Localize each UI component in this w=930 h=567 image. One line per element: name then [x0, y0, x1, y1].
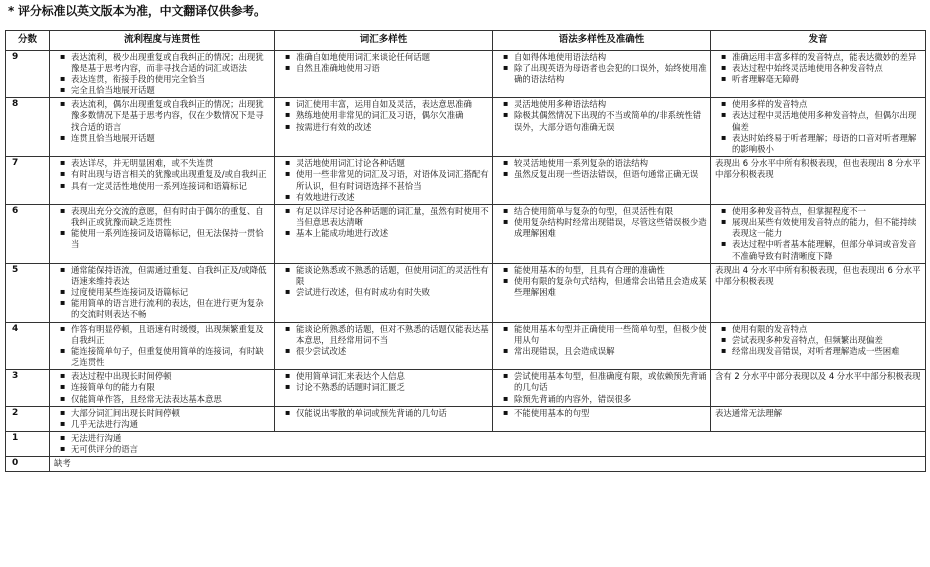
- fluency-cell-list: [53, 265, 271, 321]
- table-row: [6, 50, 926, 98]
- list-item: ▪ 连贯且恰当地展开话题: [71, 133, 271, 144]
- grammar-cell: [493, 263, 711, 322]
- list-item: ▪ 表达时始终易于听者理解；母语的口音对听者理解的影响极小: [732, 133, 922, 155]
- list-item: ▪ 能使用基本句型并正确使用一些简单句型，但极少使用从句: [514, 324, 707, 346]
- list-item: ▪ 展现出某些有效使用发音特点的能力，但不能持续表现这一能力: [732, 217, 922, 239]
- grammar-cell-list: [496, 265, 707, 299]
- band-score: 4: [6, 322, 50, 370]
- list-item: ▪ 使用多样的发音特点: [732, 99, 922, 110]
- list-item: ▪ 使用有限的复杂句式结构，但通常会出错且会造成某些理解困难: [514, 276, 707, 298]
- list-item: ▪ 表达流利，极少出现重复或自我纠正的情况；出现犹豫是基于思考内容，而非寻找合适的词汇或语法: [71, 52, 271, 74]
- band-score: 9: [6, 50, 50, 98]
- grammar-cell: [493, 322, 711, 370]
- list-item: ▪ 除预先背诵的内容外，错误很多: [514, 394, 707, 405]
- fluency-cell-list: [53, 52, 271, 97]
- lexical-cell: [275, 50, 493, 98]
- fluency-cell: [50, 432, 926, 457]
- pronunciation-cell-list: [714, 324, 922, 358]
- grammar-cell-list: [496, 324, 707, 358]
- list-item: ▪ 作答有明显停顿，且语速有时缓慢，出现频繁重复及自我纠正: [71, 324, 271, 346]
- list-item: ▪ 使用简单词汇来表达个人信息: [296, 371, 489, 382]
- grammar-cell: [493, 204, 711, 263]
- list-item: ▪ 按需进行有效的改述: [296, 122, 489, 133]
- list-item: ▪ 自如得体地使用语法结构: [514, 52, 707, 63]
- grammar-cell: [493, 50, 711, 98]
- list-item: ▪ 除极其偶然情况下出现的不当或简单的/非系统性错误外，大部分语句准确无误: [514, 110, 707, 132]
- list-item: ▪ 自然且准确地使用习语: [296, 63, 489, 74]
- table-row: [6, 204, 926, 263]
- list-item: ▪ 表达过程中听者基本能理解，但部分单词或音发音不准确导致有时清晰度下降: [732, 239, 922, 261]
- table-row: [6, 432, 926, 457]
- lexical-cell: [275, 263, 493, 322]
- band-score: 6: [6, 204, 50, 263]
- header-lexical: 词汇多样性: [275, 31, 493, 51]
- list-item: ▪ 尝试进行改述，但有时成功有时失败: [296, 287, 489, 298]
- lexical-cell: [275, 322, 493, 370]
- table-row: [6, 457, 926, 472]
- grammar-cell-list: [496, 206, 707, 240]
- list-item: ▪ 使用有限的发音特点: [732, 324, 922, 335]
- fluency-cell: [50, 322, 275, 370]
- band-score: 5: [6, 263, 50, 322]
- pronunciation-cell: 表现出 6 分水平中所有积极表现，但也表现出 8 分水平中部分积极表现: [711, 157, 926, 205]
- fluency-cell-list: [53, 408, 271, 430]
- lexical-cell: [275, 157, 493, 205]
- list-item: ▪ 仅能说出零散的单词或预先背诵的几句话: [296, 408, 489, 419]
- pronunciation-cell: [711, 204, 926, 263]
- lexical-cell: [275, 406, 493, 431]
- band-score: 1: [6, 432, 50, 457]
- list-item: ▪ 表达过程中始终灵活地使用各种发音特点: [732, 63, 922, 74]
- list-item: ▪ 表达过程中出现长时间停顿: [71, 371, 271, 382]
- table-body: [6, 50, 926, 472]
- header-pronunciation: 发音: [711, 31, 926, 51]
- grammar-cell: [493, 370, 711, 407]
- fluency-cell: [50, 204, 275, 263]
- fluency-cell: [50, 98, 275, 157]
- grammar-cell: [493, 157, 711, 205]
- table-row: [6, 263, 926, 322]
- list-item: ▪ 使用复杂结构时经常出现错误，尽管这些错误极少造成理解困难: [514, 217, 707, 239]
- grammar-cell-list: [496, 99, 707, 133]
- list-item: ▪ 能谈论熟悉或不熟悉的话题，但使用词汇的灵活性有限: [296, 265, 489, 287]
- band-score: 7: [6, 157, 50, 205]
- lexical-cell-list: [278, 371, 489, 393]
- header-score: 分数: [6, 31, 50, 51]
- fluency-cell: [50, 157, 275, 205]
- fluency-cell: [50, 406, 275, 431]
- lexical-cell-list: [278, 265, 489, 299]
- list-item: ▪ 能使用一系列连接词及语篇标记，但无法保持一贯恰当: [71, 228, 271, 250]
- list-item: ▪ 准确自如地使用词汇来谈论任何话题: [296, 52, 489, 63]
- list-item: ▪ 熟练地使用非常见的词汇及习语，偶尔欠准确: [296, 110, 489, 121]
- band-score: 8: [6, 98, 50, 157]
- grammar-cell-list: [496, 408, 707, 419]
- list-item: ▪ 具有一定灵活性地使用一系列连接词和语篇标记: [71, 181, 271, 192]
- grammar-cell: [493, 98, 711, 157]
- list-item: ▪ 结合使用简单与复杂的句型，但灵活性有限: [514, 206, 707, 217]
- lexical-cell: [275, 204, 493, 263]
- fluency-cell-list: [53, 206, 271, 251]
- lexical-cell-list: [278, 158, 489, 203]
- list-item: ▪ 表达过程中灵活地使用多种发音特点，但偶尔出现偏差: [732, 110, 922, 132]
- lexical-cell-list: [278, 206, 489, 240]
- list-item: ▪ 无法进行沟通: [71, 433, 922, 444]
- grammar-cell-list: [496, 371, 707, 405]
- list-item: ▪ 能连接简单句子，但重复使用简单的连接词，有时缺乏连贯性: [71, 346, 271, 368]
- fluency-cell-list: [53, 99, 271, 144]
- list-item: ▪ 能用简单的语言进行流利的表达，但在进行更为复杂的交流时则表达不畅: [71, 298, 271, 320]
- grammar-cell-list: [496, 158, 707, 180]
- fluency-cell-list: [53, 324, 271, 369]
- list-item: ▪ 讨论不熟悉的话题时词汇匮乏: [296, 382, 489, 393]
- pronunciation-cell: 表现出 4 分水平中所有积极表现，但也表现出 6 分水平中部分积极表现: [711, 263, 926, 322]
- pronunciation-cell-list: [714, 52, 922, 86]
- fluency-cell: [50, 370, 275, 407]
- lexical-cell: [275, 98, 493, 157]
- grammar-cell-list: [496, 52, 707, 86]
- list-item: ▪ 过度使用某些连接词及语篇标记: [71, 287, 271, 298]
- band-descriptor-table: [5, 30, 926, 472]
- list-item: ▪ 表达详尽，并无明显困难，或不失连贯: [71, 158, 271, 169]
- header-grammar: 语法多样性及准确性: [493, 31, 711, 51]
- table-row: [6, 370, 926, 407]
- list-item: ▪ 尝试表现多种发音特点，但频繁出现偏差: [732, 335, 922, 346]
- list-item: ▪ 基本上能成功地进行改述: [296, 228, 489, 239]
- list-item: ▪ 较灵活地使用一系列复杂的语法结构: [514, 158, 707, 169]
- list-item: ▪ 有足以详尽讨论各种话题的词汇量，虽然有时使用不当但意思表达清晰: [296, 206, 489, 228]
- pronunciation-cell: [711, 322, 926, 370]
- list-item: ▪ 仅能简单作答，且经常无法表达基本意思: [71, 394, 271, 405]
- band-score: 3: [6, 370, 50, 407]
- pronunciation-cell: [711, 98, 926, 157]
- list-item: ▪ 能使用基本的句型，且具有合理的准确性: [514, 265, 707, 276]
- fluency-cell: [50, 50, 275, 98]
- table-row: [6, 157, 926, 205]
- list-item: ▪ 连接简单句的能力有限: [71, 382, 271, 393]
- list-item: ▪ 表现出充分交流的意愿，但有时由于偶尔的重复、自我纠正或犹豫而缺乏连贯性: [71, 206, 271, 228]
- list-item: ▪ 有时出现与语言相关的犹豫或出现重复及/或自我纠正: [71, 169, 271, 180]
- band-score: 2: [6, 406, 50, 431]
- table-row: [6, 98, 926, 157]
- list-item: ▪ 有效地进行改述: [296, 192, 489, 203]
- table-row: [6, 322, 926, 370]
- fluency-cell-list: [53, 371, 271, 405]
- list-item: ▪ 虽然反复出现一些语法错误，但语句通常正确无误: [514, 169, 707, 180]
- grammar-cell: [493, 406, 711, 431]
- list-item: ▪ 常出现错误，且会造成误解: [514, 346, 707, 357]
- header-fluency: 流利程度与连贯性: [50, 31, 275, 51]
- list-item: ▪ 经常出现发音错误，对听者理解造成一些困难: [732, 346, 922, 357]
- list-item: ▪ 使用一些非常见的词汇及习语，对语体及词汇搭配有所认识，但有时词语选择不甚恰当: [296, 169, 489, 191]
- list-item: ▪ 完全且恰当地展开话题: [71, 85, 271, 96]
- list-item: ▪ 大部分词汇间出现长时间停顿: [71, 408, 271, 419]
- list-item: ▪ 几乎无法进行沟通: [71, 419, 271, 430]
- list-item: ▪ 很少尝试改述: [296, 346, 489, 357]
- list-item: ▪ 词汇使用丰富，运用自如及灵活，表达意思准确: [296, 99, 489, 110]
- list-item: ▪ 使用多种发音特点，但掌握程度不一: [732, 206, 922, 217]
- pronunciation-cell-list: [714, 99, 922, 155]
- list-item: ▪ 表达连贯，衔接手段的使用完全恰当: [71, 74, 271, 85]
- lexical-cell-list: [278, 324, 489, 358]
- list-item: ▪ 尝试使用基本句型，但准确度有限，或依赖预先背诵的几句话: [514, 371, 707, 393]
- lexical-cell: [275, 370, 493, 407]
- fluency-cell: [50, 263, 275, 322]
- band-score: 0: [6, 457, 50, 472]
- lexical-cell-list: [278, 408, 489, 419]
- fluency-cell-list: [53, 433, 922, 455]
- lexical-cell-list: [278, 52, 489, 74]
- lexical-cell-list: [278, 99, 489, 133]
- pronunciation-cell: 表达通常无法理解: [711, 406, 926, 431]
- pronunciation-cell-list: [714, 206, 922, 262]
- fluency-cell-list: [53, 158, 271, 192]
- list-item: ▪ 不能使用基本的句型: [514, 408, 707, 419]
- list-item: ▪ 听者理解毫无障碍: [732, 74, 922, 85]
- list-item: ▪ 灵活地使用词汇讨论各种话题: [296, 158, 489, 169]
- list-item: ▪ 能谈论所熟悉的话题，但对不熟悉的话题仅能表达基本意思，且经常用词不当: [296, 324, 489, 346]
- translation-note: * 评分标准以英文版本为准，中文翻译仅供参考。: [8, 4, 266, 18]
- list-item: ▪ 通常能保持语流，但需通过重复、自我纠正及/或降低语速来维持表达: [71, 265, 271, 287]
- pronunciation-cell: [711, 50, 926, 98]
- list-item: ▪ 准确运用丰富多样的发音特点，能表达微妙的差异: [732, 52, 922, 63]
- list-item: ▪ 灵活地使用多种语法结构: [514, 99, 707, 110]
- table-row: [6, 406, 926, 431]
- header-row: [6, 31, 926, 51]
- list-item: ▪ 无可供评分的语言: [71, 444, 922, 455]
- absent-cell: 缺考: [50, 457, 926, 472]
- list-item: ▪ 除了出现英语为母语者也会犯的口误外，始终使用准确的语法结构: [514, 63, 707, 85]
- list-item: ▪ 表达流利，偶尔出现重复或自我纠正的情况；出现犹豫多数情况下是基于思考内容，仅在少数情况下是寻找合适的语言: [71, 99, 271, 133]
- pronunciation-cell: 含有 2 分水平中部分表现以及 4 分水平中部分积极表现: [711, 370, 926, 407]
